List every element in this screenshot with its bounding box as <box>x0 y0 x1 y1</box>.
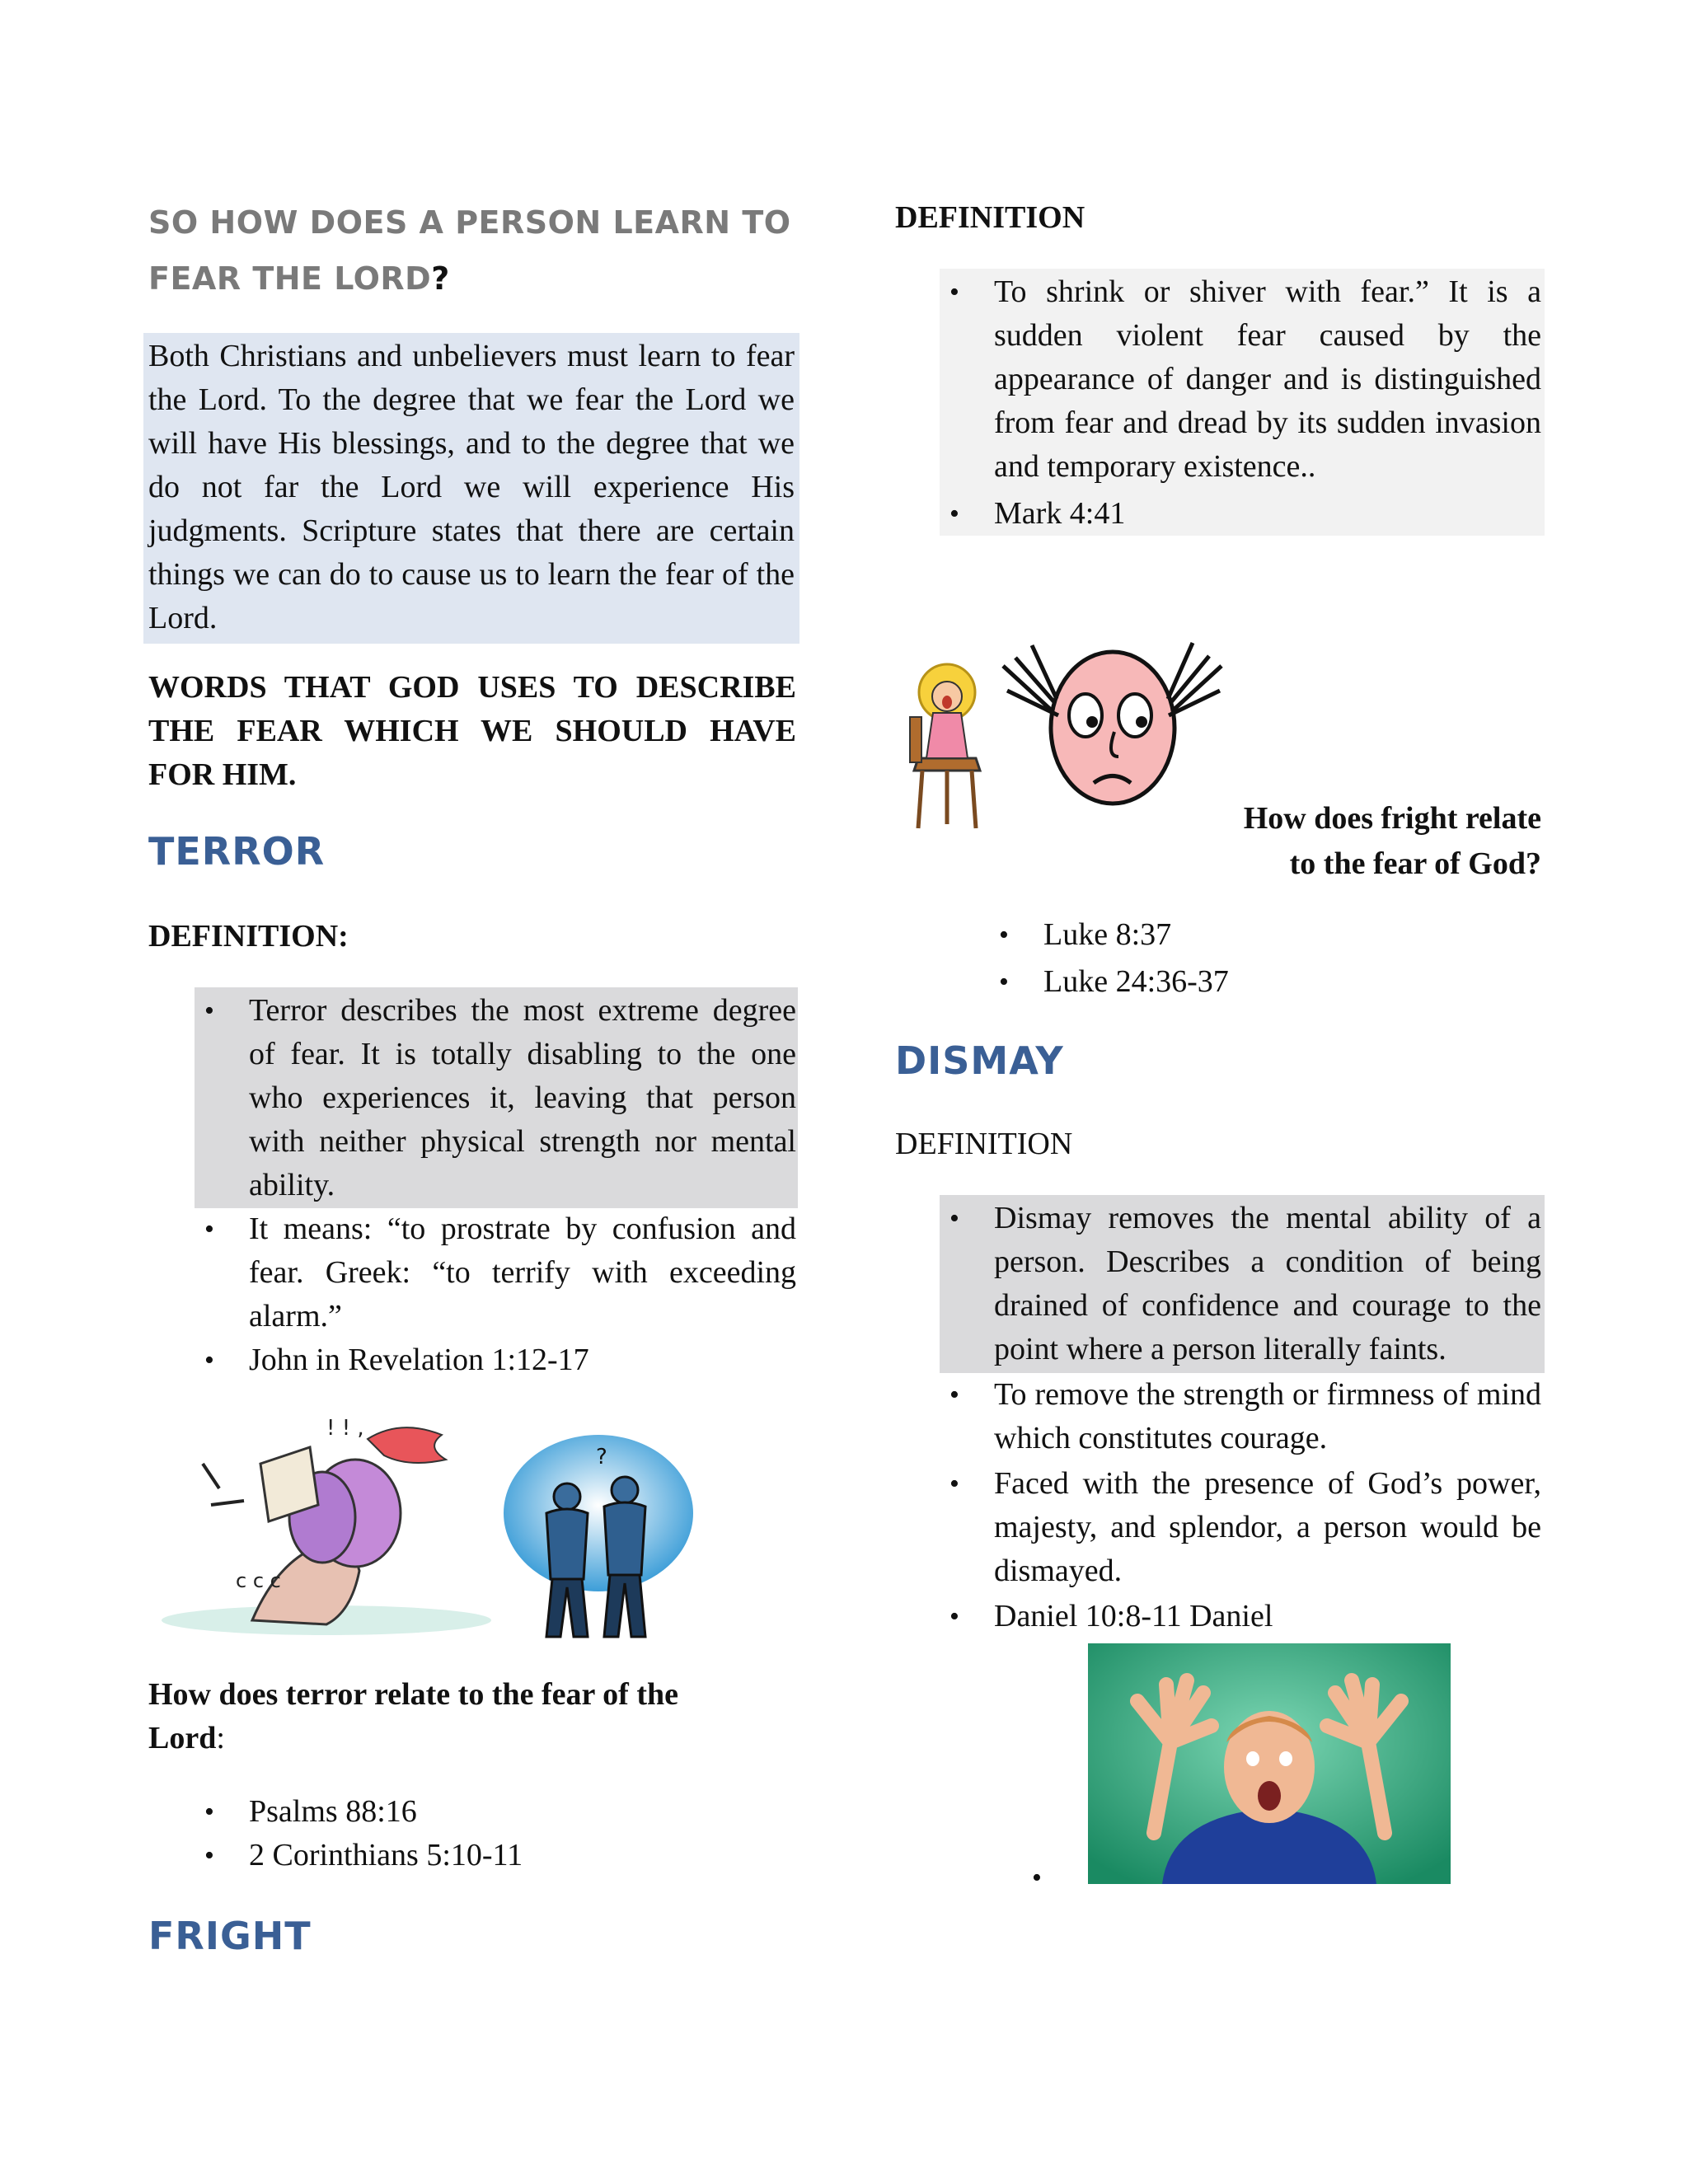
words-heading: WORDS THAT GOD USES TO DESCRIBE THE FEAR WHICH WE SHOULD HAVE FOR HIM. <box>148 670 796 792</box>
dismay-bullets <box>943 1197 1541 1638</box>
shocked-man-photo <box>1088 1643 1451 1884</box>
list-item: • Psalms 88:16 <box>198 1790 775 1834</box>
list-item: • Faced with the presence of God’s power, majesty, and splendor, a person would be dismayed. <box>943 1462 1541 1593</box>
list-item: • Mark 4:41 <box>943 492 1541 536</box>
terror-question: How does terror relate to the fear of the Lord: <box>148 1677 678 1755</box>
list-item: • Luke 8:37 <box>992 913 1487 957</box>
fright-question: How does fright relate to the fear of God? <box>1243 801 1541 881</box>
dismay-definition-label: DEFINITION <box>895 1127 1073 1161</box>
bullet-dot: • <box>204 996 214 1026</box>
falling-figure-clipart <box>153 1414 499 1638</box>
fright-definition-label: DEFINITION <box>895 200 1085 235</box>
bullet-dot: • <box>950 1203 959 1234</box>
bullet-dot: • <box>999 967 1009 997</box>
bullet-dot: • <box>999 920 1009 950</box>
svg-text:! ! ,: ! ! , <box>326 1416 364 1441</box>
terror-bullets <box>198 989 796 1382</box>
list-item: • Daniel 10:8-11 Daniel <box>943 1595 1541 1638</box>
list-item: • John in Revelation 1:12-17 <box>198 1338 796 1382</box>
dismay-title: DISMAY <box>895 1038 1064 1083</box>
list-item: • To remove the strength or firmness of mind which constitutes courage. <box>943 1373 1541 1460</box>
intro-paragraph: Both Christians and unbelievers must learn to fear the Lord. To the degree that we fear the Lord we will have His blessings, and to the degree that we do not far the Lord we will experience His judgments. Scripture states that there are certain things we can do to cause us to learn the fear of the Lord. <box>143 333 799 644</box>
two-men-clipart <box>501 1431 696 1642</box>
list-item: • It means: “to prostrate by confusion and fear. Greek: “to terrify with exceeding alarm.” <box>198 1207 796 1338</box>
bullet-dot: • <box>204 1840 214 1871</box>
bullet-dot: • <box>950 499 959 529</box>
list-item: • To shrink or shiver with fear.” It is a sudden violent fear caused by the appearance of danger and is distinguished from fear and dread by its sudden invasion and temporary existence.. <box>943 270 1541 489</box>
bullet-dot: • <box>950 1601 959 1632</box>
empty-bullet: • <box>1032 1863 1042 1893</box>
terror-refs <box>198 1790 775 1877</box>
list-item: • Luke 24:36-37 <box>992 960 1487 1004</box>
heading-line-1: SO HOW DOES A PERSON LEARN TO <box>148 204 791 241</box>
heading-line-2: FEAR THE LORD <box>148 260 432 297</box>
screaming-woman-clipart <box>902 659 996 831</box>
terror-definition-label: DEFINITION: <box>148 919 349 954</box>
bullet-dot: • <box>204 1797 214 1827</box>
heading-question-mark: ? <box>431 260 450 297</box>
terror-title: TERROR <box>148 829 326 874</box>
svg-text:c c c: c c c <box>236 1569 281 1592</box>
bullet-dot: • <box>204 1214 214 1244</box>
fright-bullets <box>943 270 1541 536</box>
list-item: • 2 Corinthians 5:10-11 <box>198 1834 775 1877</box>
main-question-heading <box>148 194 808 307</box>
fright-refs <box>992 913 1487 1004</box>
bullet-dot: • <box>950 277 959 307</box>
bullet-dot: • <box>204 1345 214 1376</box>
list-item: • Dismay removes the mental ability of a person. Describes a condition of being drained of confidence and courage to the point where a person literally faints. <box>943 1197 1541 1371</box>
svg-text:?: ? <box>596 1445 607 1469</box>
bullet-dot: • <box>950 1380 959 1410</box>
list-item: • Terror describes the most extreme degree of fear. It is totally disabling to the one who experiences it, leaving that person with neither physical strength nor mental ability. <box>198 989 796 1207</box>
frightened-head-clipart <box>999 633 1226 809</box>
fright-title: FRIGHT <box>148 1914 312 1958</box>
bullet-dot: • <box>950 1469 959 1499</box>
